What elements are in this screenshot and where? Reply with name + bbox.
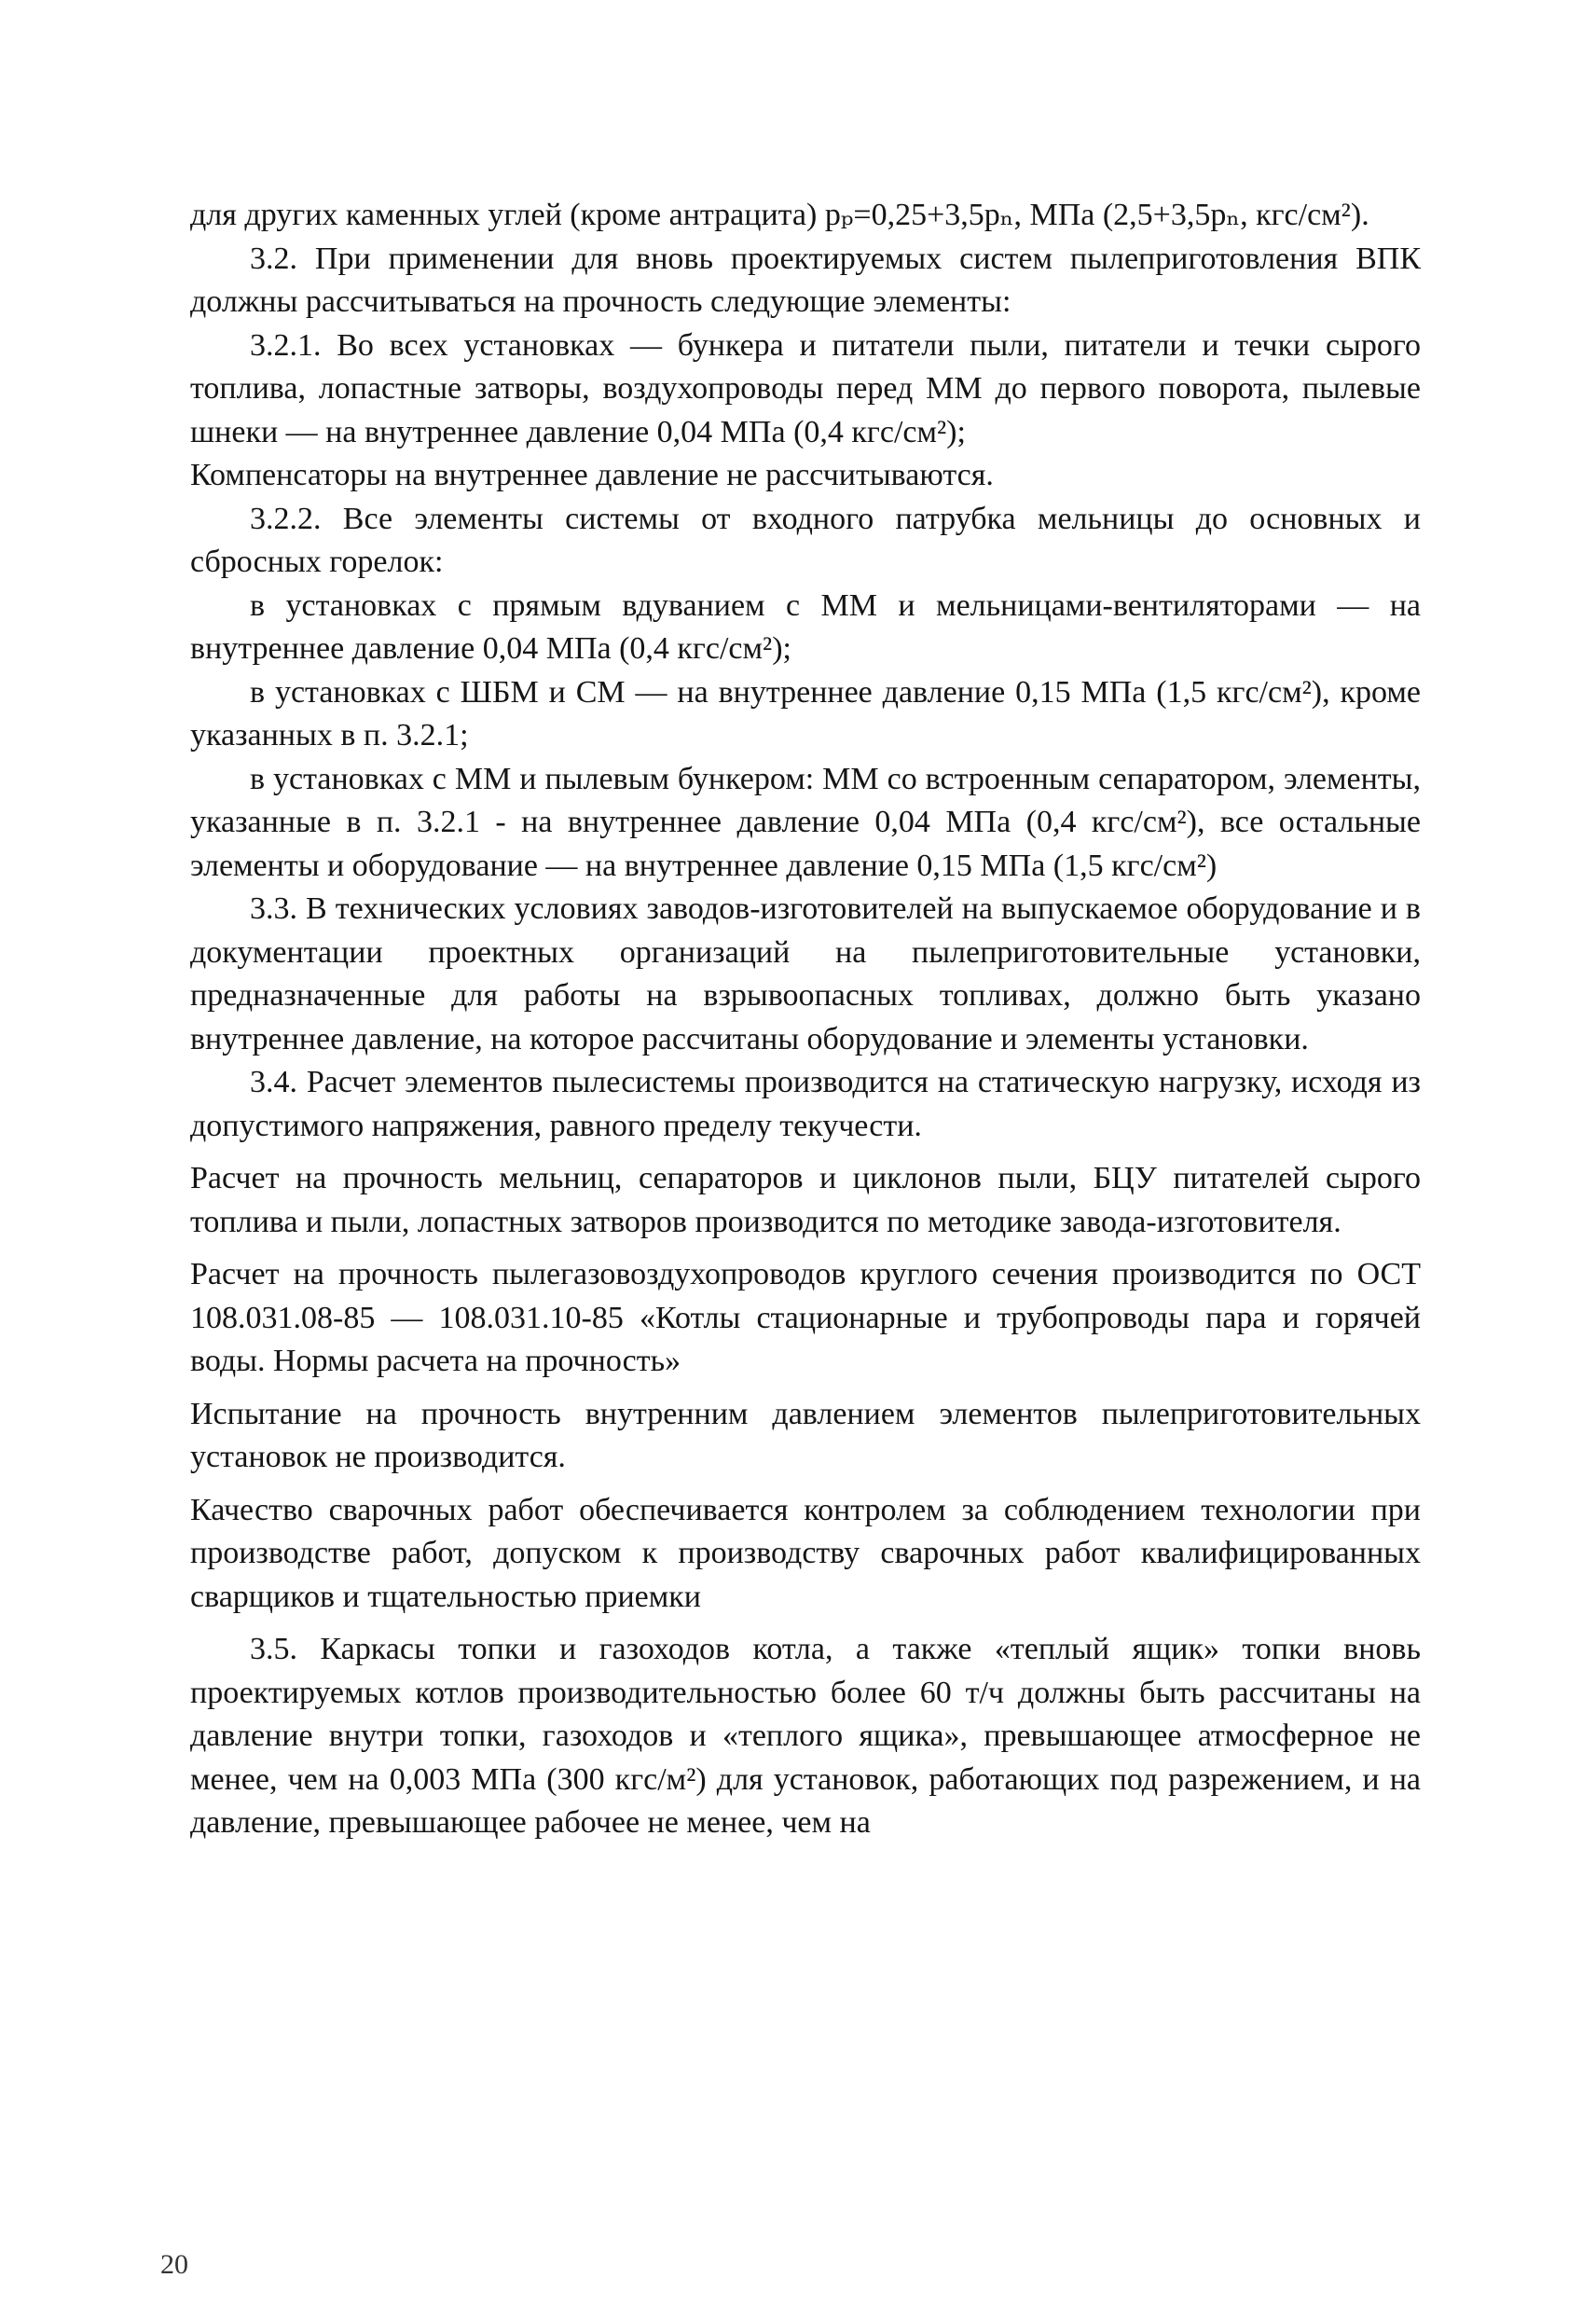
paragraph-3-5: 3.5. Каркасы топки и газоходов котла, а также «теплый ящик» топки вновь проектируемых котлов производительностью более 60 т/ч должны быть рассчитаны на давление внутри топки, газоходов и «теплого ящика», превышающее атмосферное не менее, чем на 0,003 МПа (300 кгс/м²) для установок, работающих под разрежением, и на давление, превышающее рабочее не менее, чем на	[190, 1632, 1421, 1840]
paragraph-3-3: 3.3. В технических условиях заводов-изготовителей на выпускаемое оборудование и в документации проектных организаций на пылеприготовительные установки, предназначенные для работы на взрывоопасных топливах, должно быть указано внутреннее давление, на которое рассчитаны оборудование и элементы установки.	[190, 891, 1421, 1056]
paragraph-pressure-test: Испытание на прочность внутренним давлением элементов пылеприготовительных установок не производится.	[190, 1396, 1421, 1474]
paragraph-3-2-1: 3.2.1. Во всех установках — бункера и питатели пыли, питатели и течки сырого топлива, лопастные затворы, воздухопроводы перед ММ до первого поворота, пылевые шнеки — на внутреннее давление 0,04 МПа (0,4 кгс/см²);	[190, 327, 1421, 449]
page-number: 20	[160, 2249, 188, 2280]
paragraph-dust-bunker: в установках с ММ и пылевым бункером: ММ со встроенным сепаратором, элементы, указанные в п. 3.2.1 - на внутреннее давление 0,04 МПа (0,4 кгс/см²), все остальные элементы и оборудование — на внутреннее давление 0,15 МПа (1,5 кгс/см²)	[190, 761, 1421, 883]
paragraph-welding-quality: Качество сварочных работ обеспечивается контролем за соблюдением технологии при производстве работ, допуском к производству сварочных работ квалифицированных сварщиков и тщательностью приемки	[190, 1492, 1421, 1614]
page-body	[190, 194, 1421, 1845]
paragraph-direct-blowing: в установках с прямым вдуванием с ММ и мельницами-вентиляторами — на внутреннее давление 0,04 МПа (0,4 кгс/см²);	[190, 587, 1421, 666]
paragraph-3-4: 3.4. Расчет элементов пылесистемы производится на статическую нагрузку, исходя из допустимого напряжения, равного пределу текучести.	[190, 1065, 1421, 1143]
paragraph-3-2: 3.2. При применении для вновь проектируемых систем пылеприготовления ВПК должны рассчитываться на прочность следующие элементы:	[190, 241, 1421, 319]
paragraph-3-2-2: 3.2.2. Все элементы системы от входного патрубка мельницы до основных и сбросных горелок:	[190, 501, 1421, 579]
paragraph-ducts-calculation: Расчет на прочность пылегазовоздухопроводов круглого сечения производится по ОСТ 108.031.08-85 — 108.031.10-85 «Котлы стационарные и трубопроводы пара и горячей воды. Нормы расчета на прочность»	[190, 1257, 1421, 1378]
paragraph-mill-calculation: Расчет на прочность мельниц, сепараторов и циклонов пыли, БЦУ питателей сырого топлива и пыли, лопастных затворов производится по методике завода-изготовителя.	[190, 1161, 1421, 1239]
paragraph-compensators: Компенсаторы на внутреннее давление не рассчитываются.	[190, 458, 994, 492]
paragraph-shbm-sm: в установках с ШБМ и СМ — на внутреннее давление 0,15 МПа (1,5 кгс/см²), кроме указанных в п. 3.2.1;	[190, 674, 1421, 752]
paragraph-fuel-formula-continued: для других каменных углей (кроме антрацита) pₚ=0,25+3,5pₙ, МПа (2,5+3,5pₙ, кгс/см²).	[190, 198, 1369, 232]
